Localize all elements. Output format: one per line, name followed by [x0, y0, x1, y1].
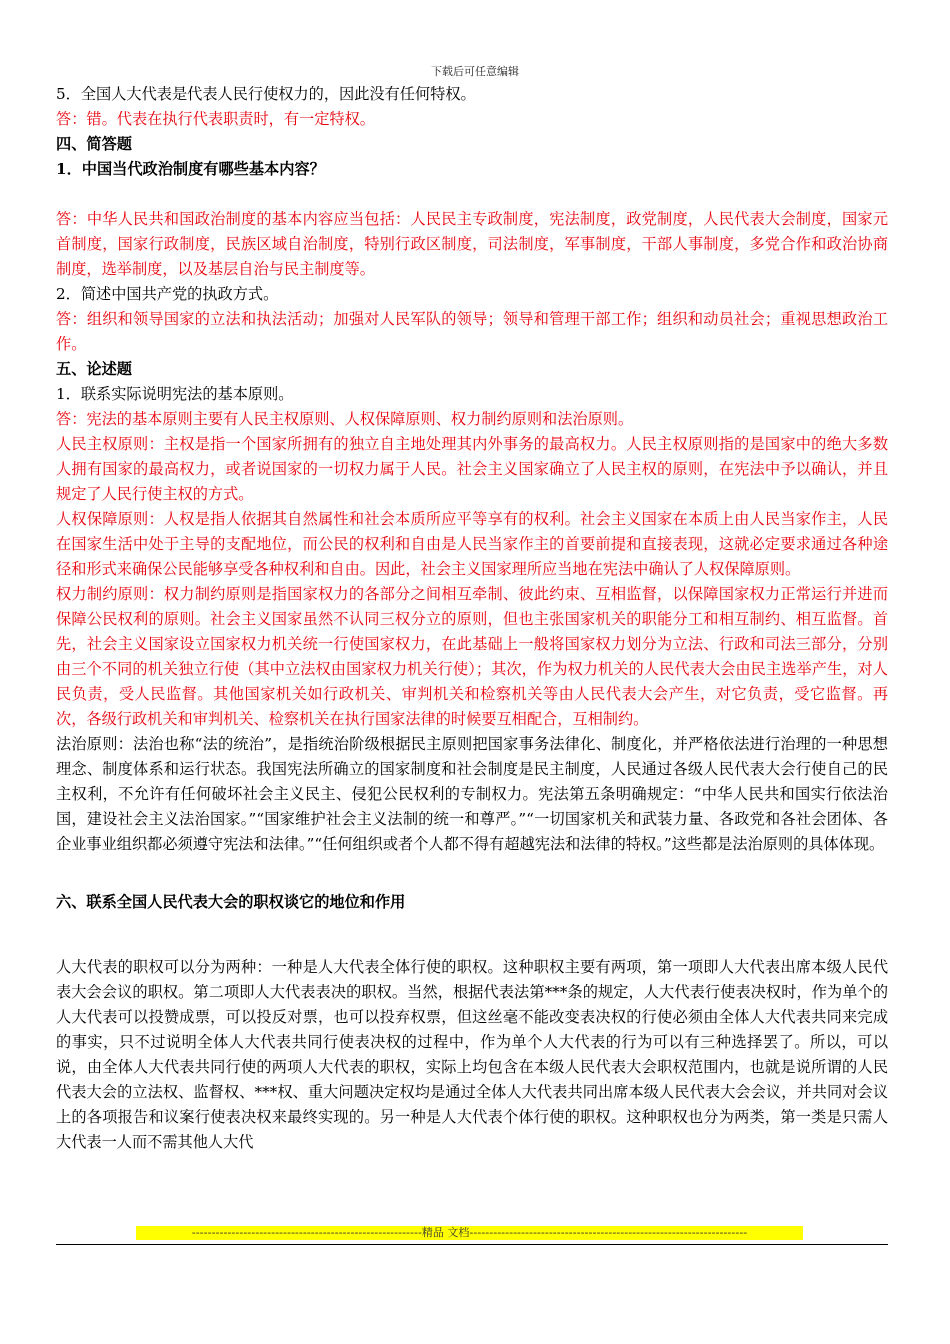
essay-answer-intro: 答：宪法的基本原则主要有人民主权原则、人权保障原则、权力制约原则和法治原则。 — [56, 410, 634, 428]
principle-checks-balances: 权力制约原则：权力制约原则是指国家权力的各部分之间相互牵制、彼此约束、互相监督，以保障国家权力正常运行并进而保障公民权利的原则。社会主义国家虽然不认同三权分立的原则，但也主张国家机关的职能分工和相互制约、相互监督。首先，社会主义国家设立国家权力机关统一行使国家权力，在此基础上一般将国家权力划分为立法、行政和司法三部分，分别由三个不同的机关独立行使（其中立法权由国家权力机关行使）；其次，作为权力机关的人民代表大会由民主选举产生，对人民负责，受人民监督。其他国家机关如行政机关、审判机关和检察机关等由人民代表大会产生，对它负责，受它监督。再次，各级行政机关和审判机关、检察机关在执行国家法律的时候要互相配合，互相制约。 — [56, 585, 888, 728]
section-title-six: 六、联系全国人民代表大会的职权谈它的地位和作用 — [56, 893, 406, 911]
short-answer-answer-2: 答：组织和领导国家的立法和执法活动；加强对人民军队的领导；领导和管理干部工作；组织和动员社会；重视思想政治工作。 — [56, 310, 888, 353]
essay-question-1: 1．联系实际说明宪法的基本原则。 — [56, 385, 294, 403]
document-body — [56, 82, 888, 1155]
principle-human-rights: 人权保障原则：人权是指人依据其自然属性和社会本质所应平等享有的权利。社会主义国家在本质上由人民当家作主，人民在国家生活中处于主导的支配地位，而公民的权利和自由是人民当家作主的首要前提和直接表现，这就必定要求通过各种途径和形式来确保公民能够享受各种权利和自由。因此，社会主义国家理所应当地在宪法中确认了人权保障原则。 — [56, 510, 888, 578]
question-5: 5．全国人大代表是代表人民行使权力的，因此没有任何特权。 — [56, 85, 476, 103]
section-title-essay: 五、论述题 — [56, 360, 132, 378]
footer-divider — [56, 1244, 888, 1245]
page-header-note: 下载后可任意编辑 — [431, 65, 519, 78]
section-title-short-answer: 四、简答题 — [56, 135, 132, 153]
answer-5: 答：错。代表在执行代表职责时，有一定特权。 — [56, 110, 375, 128]
short-answer-answer-1: 答：中华人民共和国政治制度的基本内容应当包括：人民民主专政制度，宪法制度，政党制度，人民代表大会制度，国家元首制度，国家行政制度，民族区域自治制度，特别行政区制度，司法制度，军事制度，干部人事制度，多党合作和政治协商制度，选举制度，以及基层自治与民主制度等。 — [56, 210, 888, 278]
short-answer-question-2: 2．简述中国共产党的执政方式。 — [56, 285, 279, 303]
footer-banner: ----------------------------------------------------------精品 文档---------------------------------------------------------------------- — [136, 1226, 803, 1240]
principle-rule-of-law: 法治原则：法治也称“法的统治”，是指统治阶级根据民主原则把国家事务法律化、制度化，并严格依法进行治理的一种思想理念、制度体系和运行状态。我国宪法所确立的国家制度和社会制度是民主制度，人民通过各级人民代表大会行使自己的民主权利，不允许有任何破坏社会主义民主、侵犯公民权利的专制权力。宪法第五条明确规定：“中华人民共和国实行依法治国，建设社会主义法治国家。”“国家维护社会主义法制的统一和尊严。”“一切国家机关和武装力量、各政党和各社会团体、各企业事业组织都必须遵守宪法和法律。”“任何组织或者个人都不得有超越宪法和法律的特权。”这些都是法治原则的具体体现。 — [56, 735, 888, 853]
section-six-body: 人大代表的职权可以分为两种：一种是人大代表全体行使的职权。这种职权主要有两项，第一项即人大代表出席本级人民代表大会会议的职权。第二项即人大代表表决的职权。当然，根据代表法第***条的规定，人大代表行使表决权时，作为单个的人大代表可以投赞成票，可以投反对票，也可以投弃权票，但这丝毫不能改变表决权的行使必须由全体人大代表共同来完成的事实，只不过说明全体人大代表共同行使表决权的过程中，作为单个人大代表的行为可以有三种选择罢了。所以，可以说，由全体人大代表共同行使的两项人大代表的职权，实际上均包含在本级人民代表大会职权范围内，也就是说所谓的人民代表大会的立法权、监督权、***权、重大问题决定权均是通过全体人大代表共同出席本级人民代表大会会议，并共同对会议上的各项报告和议案行使表决权来最终实现的。另一种是人大代表个体行使的职权。这种职权也分为两类，第一类是只需人大代表一人而不需其他人大代 — [56, 958, 888, 1151]
short-answer-question-1: 1．中国当代政治制度有哪些基本内容？ — [56, 160, 325, 178]
principle-popular-sovereignty: 人民主权原则：主权是指一个国家所拥有的独立自主地处理其内外事务的最高权力。人民主权原则指的是国家中的绝大多数人拥有国家的最高权力，或者说国家的一切权力属于人民。社会主义国家确立了人民主权的原则，在宪法中予以确认，并且规定了人民行使主权的方式。 — [56, 435, 888, 503]
